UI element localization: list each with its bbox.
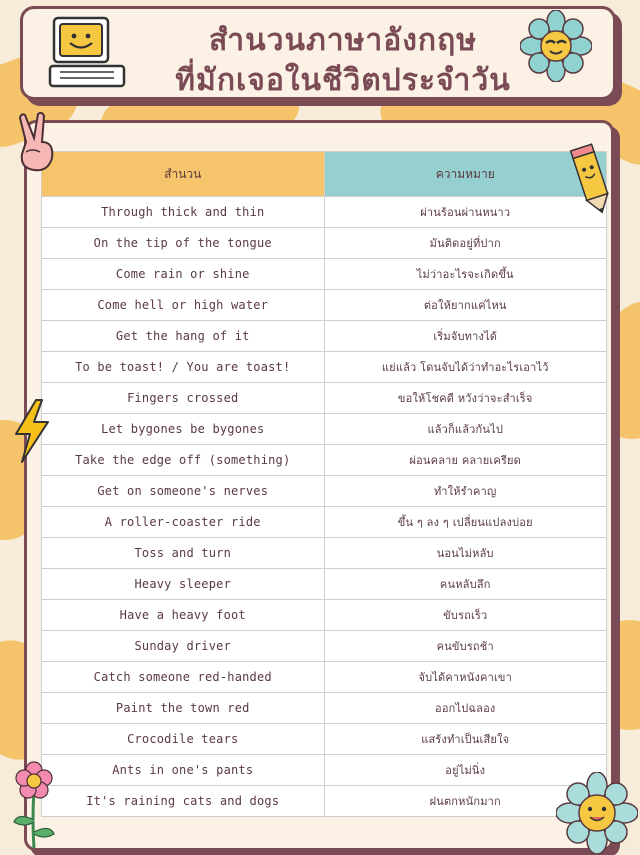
table-row <box>42 321 607 352</box>
meaning-cell: แย่แล้ว โดนจับได้ว่าทำอะไรเอาไว้ <box>324 352 607 383</box>
idiom-cell: To be toast! / You are toast! <box>42 352 325 383</box>
meaning-cell: นอนไม่หลับ <box>324 538 607 569</box>
meaning-cell: แสร้งทำเป็นเสียใจ <box>324 724 607 755</box>
table-row <box>42 538 607 569</box>
table-row <box>42 507 607 538</box>
pink-flower-icon <box>8 760 58 850</box>
pencil-character-icon <box>566 138 616 218</box>
meaning-cell: ขึ้น ๆ ลง ๆ เปลี่ยนแปลงบ่อย <box>324 507 607 538</box>
idiom-cell: Come hell or high water <box>42 290 325 321</box>
table-row <box>42 352 607 383</box>
table-row <box>42 445 607 476</box>
table-row <box>42 569 607 600</box>
table-row <box>42 631 607 662</box>
meaning-cell: ฝนตกหนักมาก <box>324 786 607 817</box>
table-row <box>42 662 607 693</box>
table-row <box>42 228 607 259</box>
meaning-cell: ผ่อนคลาย คลายเครียด <box>324 445 607 476</box>
idiom-cell: Ants in one's pants <box>42 755 325 786</box>
idiom-cell: Toss and turn <box>42 538 325 569</box>
idiom-cell: A roller-coaster ride <box>42 507 325 538</box>
meaning-cell: อยู่ไม่นิ่ง <box>324 755 607 786</box>
idiom-cell: Get on someone's nerves <box>42 476 325 507</box>
idiom-cell: Through thick and thin <box>42 197 325 228</box>
meaning-cell: ขับรถเร็ว <box>324 600 607 631</box>
sunflower-icon <box>520 10 592 82</box>
table-row <box>42 476 607 507</box>
idiom-cell: Get the hang of it <box>42 321 325 352</box>
idiom-cell: Sunday driver <box>42 631 325 662</box>
meaning-cell: คนหลับลึก <box>324 569 607 600</box>
idioms-table <box>41 151 607 817</box>
meaning-cell: แล้วก็แล้วกันไป <box>324 414 607 445</box>
table-row <box>42 724 607 755</box>
meaning-cell: เริ่มจับทางได้ <box>324 321 607 352</box>
page-title-line-1: สำนวนภาษาอังกฤษ <box>208 23 478 58</box>
table-row <box>42 786 607 817</box>
meaning-cell: จับได้คาหนังคาเขา <box>324 662 607 693</box>
page-title-line-2: ที่มักเจอในชีวิตประจำวัน <box>175 63 511 98</box>
meaning-cell: ขอให้โชคดี หวังว่าจะสำเร็จ <box>324 383 607 414</box>
idiom-cell: Fingers crossed <box>42 383 325 414</box>
idiom-cell: Heavy sleeper <box>42 569 325 600</box>
header-idiom: สำนวน <box>42 152 325 197</box>
meaning-cell: ต่อให้ยากแค่ไหน <box>324 290 607 321</box>
idiom-cell: It's raining cats and dogs <box>42 786 325 817</box>
peace-hand-icon <box>12 112 62 174</box>
meaning-cell: คนขับรถช้า <box>324 631 607 662</box>
smiling-daisy-icon <box>556 772 638 854</box>
meaning-cell: ทำให้รำคาญ <box>324 476 607 507</box>
table-row <box>42 290 607 321</box>
lightning-bolt-icon <box>12 398 52 464</box>
idiom-cell: Have a heavy foot <box>42 600 325 631</box>
table-header-row <box>42 152 607 197</box>
header-meaning: ความหมาย <box>324 152 607 197</box>
idiom-cell: Paint the town red <box>42 693 325 724</box>
idioms-table-card <box>24 120 614 851</box>
table-row <box>42 600 607 631</box>
meaning-cell: ออกไปฉลอง <box>324 693 607 724</box>
meaning-cell: ไม่ว่าอะไรจะเกิดขึ้น <box>324 259 607 290</box>
idiom-cell: Crocodile tears <box>42 724 325 755</box>
idiom-cell: Let bygones be bygones <box>42 414 325 445</box>
meaning-cell: มันติดอยู่ที่ปาก <box>324 228 607 259</box>
table-row <box>42 383 607 414</box>
idiom-cell: Take the edge off (something) <box>42 445 325 476</box>
table-row <box>42 259 607 290</box>
table-row <box>42 197 607 228</box>
table-row <box>42 693 607 724</box>
smiley-computer-icon <box>48 14 128 90</box>
idiom-cell: On the tip of the tongue <box>42 228 325 259</box>
table-row <box>42 755 607 786</box>
meaning-cell: ผ่านร้อนผ่านหนาว <box>324 197 607 228</box>
idiom-cell: Catch someone red-handed <box>42 662 325 693</box>
idiom-cell: Come rain or shine <box>42 259 325 290</box>
table-row <box>42 414 607 445</box>
